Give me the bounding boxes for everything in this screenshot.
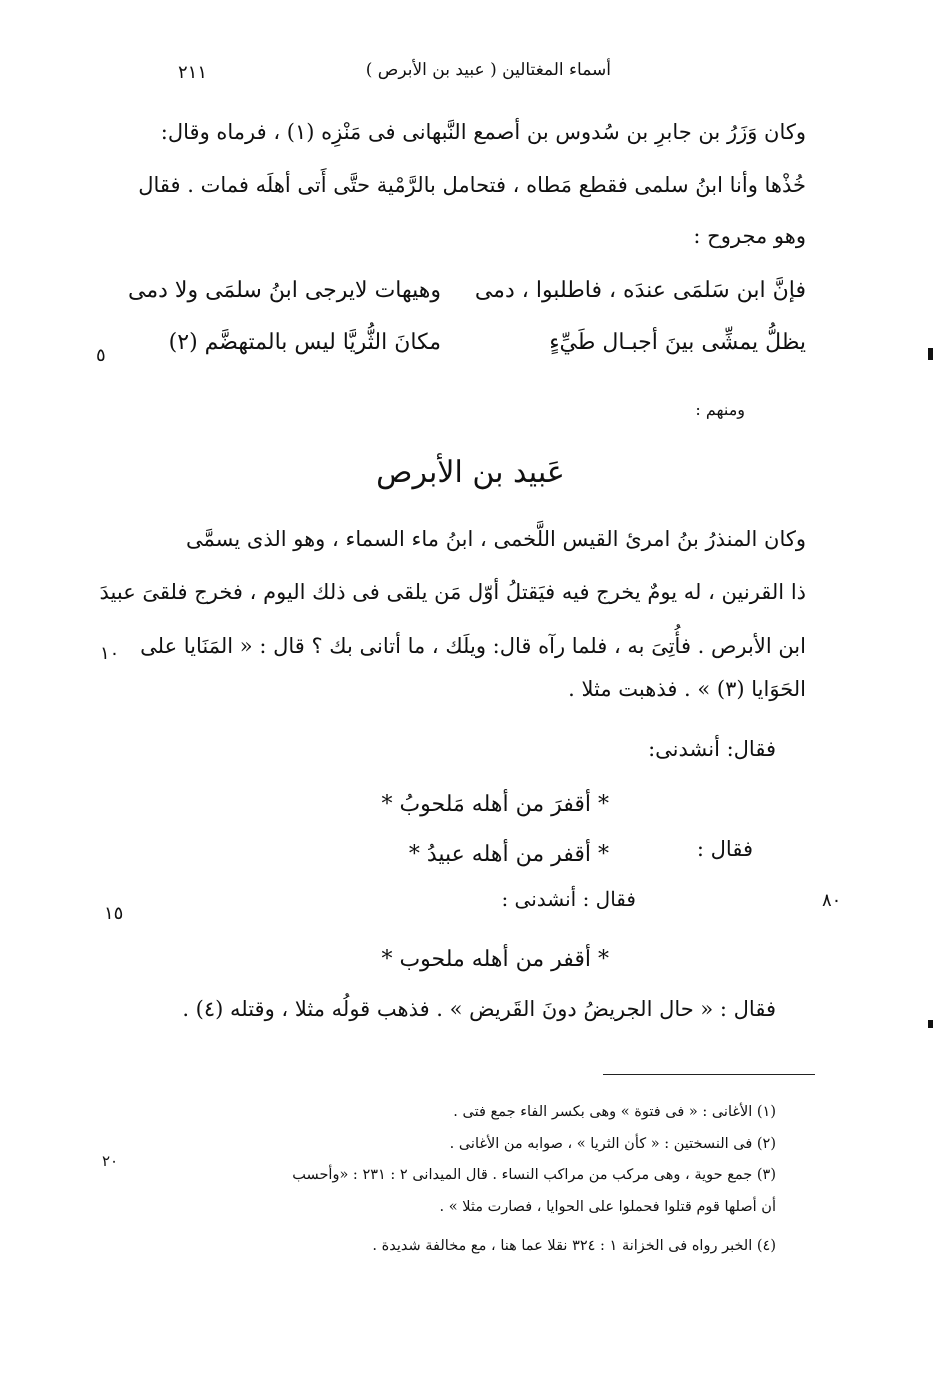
verse-1-second-hemistich: وهيهات لايرجى ابنُ سلمَى ولا دمى — [128, 278, 441, 303]
poem-hemistich: * أقفر من أهله عبيدُ * — [408, 842, 609, 867]
section-heading: عَبيد بن الأبرص — [376, 455, 565, 490]
footnote: (١) الأغانى : « فى فتوة » وهى بكسر الفاء جمع فتى . — [453, 1104, 776, 1120]
line-number-5: ٥ — [96, 345, 106, 366]
page-number: ٢١١ — [178, 62, 208, 83]
footnote: (٣) جمع حوية ، وهى مركب من مراكب النساء . قال الميدانى ٢ : ٢٣١ : «وأحسب — [292, 1167, 776, 1183]
scan-edge-mark — [928, 348, 933, 360]
body-line: ذا القرنين ، له يومٌ يخرج فيه فيَقتلُ أوّل مَن يلقى فى ذلك اليوم ، فخرج فلقىَ عبيدَ — [99, 580, 806, 604]
poem-number-80: ٨٠ — [822, 890, 842, 911]
dialogue-qala-anshidni: فقال: أنشدنى: — [648, 737, 776, 761]
footnote: (٢) فى النسختين : « كأن الثريا » ، صوابه من الأغانى . — [449, 1136, 776, 1152]
footnote-rule — [603, 1074, 815, 1075]
body-line: ابن الأبرص . فأُتِىَ به ، فلما رآه قال: ويلَك ، ما أتانى بك ؟ قال : « المَنَايا على — [140, 634, 806, 658]
body-line: وهو مجروح : — [693, 224, 806, 248]
running-header-title: أسماء المغتالين ( عبيد بن الأبرص ) — [365, 60, 611, 80]
body-line: الحَوَايا (٣) » . فذهبت مثلا . — [568, 677, 806, 701]
footnote: أن أصلها قوم قتلوا فحملوا على الحوايا ، فصارت مثلا » . — [439, 1199, 776, 1215]
body-line: وكان وَزَرُ بن جابرِ بن سُدوس بن أصمع النَّبهانى فى مَنْزِه (١) ، فرماه وقال: — [160, 120, 806, 144]
body-line: فقال : « حال الجريضُ دونَ القَريض » . فذهب قولُه مثلا ، وقتله (٤) . — [182, 997, 776, 1021]
dialogue-qala-anshidni: فقال : أنشدنى : — [501, 887, 636, 911]
transition-text: ومنهم : — [695, 400, 745, 419]
poem-hemistich: * أقفرَ من أهله مَلحوبُ * — [381, 792, 609, 817]
line-number-15: ١٥ — [104, 903, 124, 924]
poem-hemistich: * أقفر من أهله ملحوب * — [381, 947, 609, 972]
footnote: (٤) الخبر رواه فى الخزانة ١ : ٣٢٤ نقلا عما هنا ، مع مخالفة شديدة . — [372, 1238, 776, 1254]
line-number-20: ٢٠ — [102, 1152, 119, 1170]
body-line: خُذْها وأنا ابنُ سلمى فقطع مَطاه ، فتحامل بالرَّمْية حتَّى أَتى أهلَه فمات . فقال — [138, 173, 806, 197]
line-number-10: ١٠ — [100, 643, 120, 664]
body-line: وكان المنذرُ بنُ امرئ القيس اللَّخمى ، ابنُ ماء السماء ، وهو الذى يسمَّى — [185, 527, 806, 551]
verse-1-first-hemistich: فإنَّ ابن سَلمَى عندَه ، فاطلبوا ، دمى — [474, 278, 806, 303]
verse-2-first-hemistich: يظلُّ يمشِّى بينَ أجبـال طَيِّءٍ — [549, 330, 806, 355]
verse-2-second-hemistich: مكانَ الثُّريَّا ليس بالمتهضَّم (٢) — [168, 330, 441, 355]
scan-edge-mark — [928, 1020, 933, 1028]
dialogue-qala: فقال : — [696, 837, 753, 861]
